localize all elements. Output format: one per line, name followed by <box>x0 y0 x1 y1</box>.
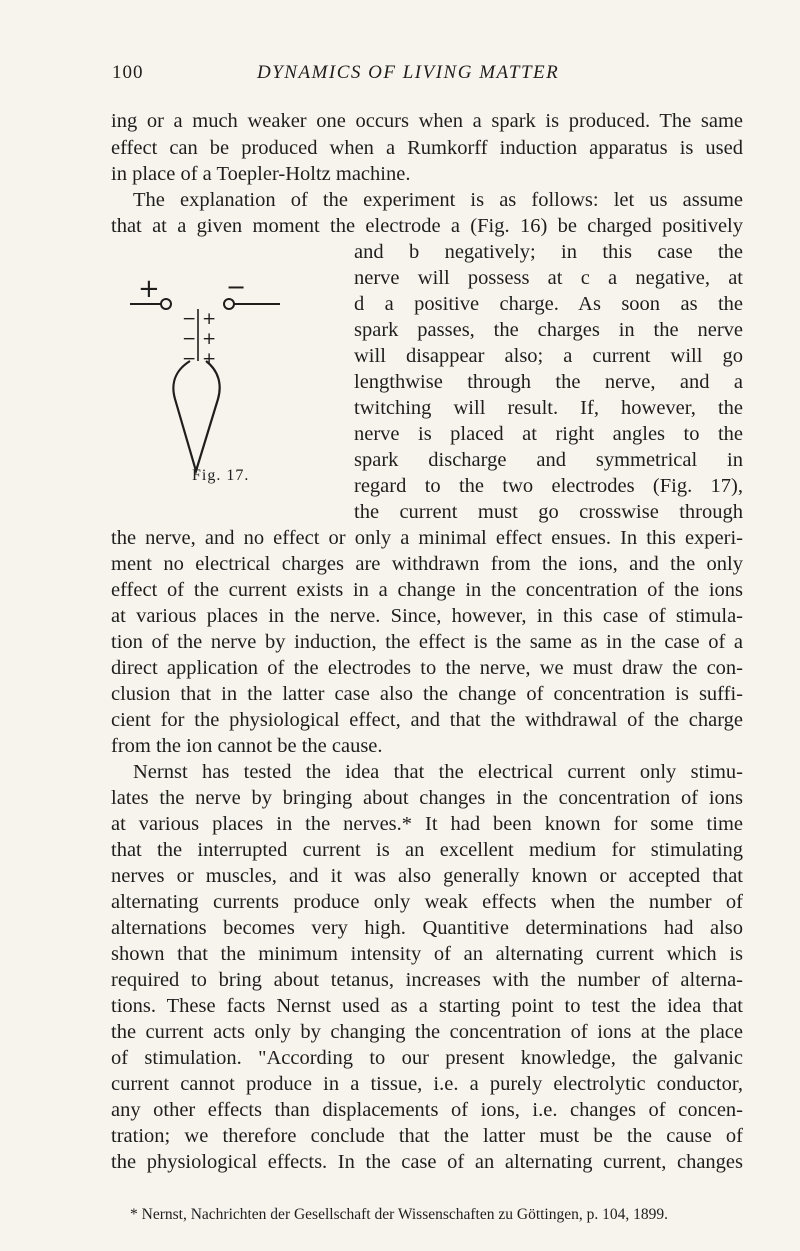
footnote-text: * Nernst, Nachrichten der Gesellschaft der Wissenschaften zu Göttingen, p. 104, 1899. <box>130 1206 668 1223</box>
text-line: in place of a Toepler-Holtz machine. <box>111 163 411 185</box>
text-line: the current acts only by changing the concentration of ions at the place <box>111 1021 743 1043</box>
text-line: ing or a much weaker one occurs when a spark is produced. The same <box>111 110 743 132</box>
text-line: effect of the current exists in a change in the concentration of the ions <box>111 579 743 601</box>
text-line: at various places in the nerve. Since, however, in this case of stimula- <box>111 605 743 627</box>
minus-charge-1: − <box>182 309 197 329</box>
text-line: shown that the minimum intensity of an alternating current which is <box>111 943 743 965</box>
text-line: any other effects than displacements of ions, i.e. changes of concen- <box>111 1099 743 1121</box>
text-line: lengthwise through the nerve, and a <box>354 371 743 393</box>
text-line: The explanation of the experiment is as follows: let us assume <box>133 189 743 211</box>
figure-17-diagram <box>130 275 280 530</box>
text-line: current cannot produce in a tissue, i.e. a purely electrolytic conductor, <box>111 1073 743 1095</box>
left-electrode <box>161 299 171 309</box>
text-line: d a positive charge. As soon as the <box>354 293 743 315</box>
nerve-loop <box>173 361 219 471</box>
minus-charge-3: − <box>182 349 197 369</box>
footnote <box>130 1206 668 1224</box>
text-line: tions. These facts Nernst used as a starting point to test the idea that <box>111 995 743 1017</box>
text-line: alternating currents produce only weak effects when the number of <box>111 891 743 913</box>
plus-charge-3: + <box>202 349 217 369</box>
running-title: DYNAMICS OF LIVING MATTER <box>257 62 560 83</box>
text-line: required to bring about tetanus, increases with the number of alterna- <box>111 969 743 991</box>
text-line: effect can be produced when a Rumkorff induction apparatus is used <box>111 137 743 159</box>
text-line: will disappear also; a current will go <box>354 345 743 367</box>
minus-label: − <box>226 275 247 301</box>
text-line: and b negatively; in this case the <box>354 241 743 263</box>
plus-charge-1: + <box>202 309 217 329</box>
text-line: clusion that in the latter case also the change of concentration is suffi- <box>111 683 743 705</box>
text-line: alternations becomes very high. Quantitive determinations had also <box>111 917 743 939</box>
text-line: lates the nerve by bringing about changes in the concentration of ions <box>111 787 743 809</box>
text-line: ment no electrical charges are withdrawn from the ions, and the only <box>111 553 743 575</box>
text-line: tion of the nerve by induction, the effect is the same as in the case of a <box>111 631 743 653</box>
text-line: direct application of the electrodes to the nerve, we must draw the con- <box>111 657 743 679</box>
text-line: spark passes, the charges in the nerve <box>354 319 743 341</box>
page-header <box>112 62 752 92</box>
text-line: twitching will result. If, however, the <box>354 397 743 419</box>
text-line: from the ion cannot be the cause. <box>111 735 383 757</box>
text-line: nerve is placed at right angles to the <box>354 423 743 445</box>
text-line: spark discharge and symmetrical in <box>354 449 743 471</box>
text-line: the current must go crosswise through <box>354 501 743 523</box>
text-line: nerves or muscles, and it was also generally known or accepted that <box>111 865 743 887</box>
text-line: Nernst has tested the idea that the electrical current only stimu- <box>133 761 743 783</box>
minus-charge-2: − <box>182 329 197 349</box>
text-line: the physiological effects. In the case of an alternating current, changes <box>111 1151 743 1173</box>
text-line: cient for the physiological effect, and that the withdrawal of the charge <box>111 709 743 731</box>
text-line: tration; we therefore conclude that the latter must be the cause of <box>111 1125 743 1147</box>
figure-caption: Fig. 17. <box>192 467 250 484</box>
text-line: of stimulation. "According to our present knowledge, the galvanic <box>111 1047 743 1069</box>
plus-label: + <box>138 275 160 304</box>
text-line: that at a given moment the electrode a (Fig. 16) be charged positively <box>111 215 743 237</box>
page-number: 100 <box>112 62 144 83</box>
text-line: regard to the two electrodes (Fig. 17), <box>354 475 743 497</box>
text-line: at various places in the nerves.* It had been known for some time <box>111 813 743 835</box>
text-line: nerve will possess at c a negative, at <box>354 267 743 289</box>
text-line: that the interrupted current is an excellent medium for stimulating <box>111 839 743 861</box>
plus-charge-2: + <box>202 329 217 349</box>
text-line: the nerve, and no effect or only a minimal effect ensues. In this experi- <box>111 527 743 549</box>
